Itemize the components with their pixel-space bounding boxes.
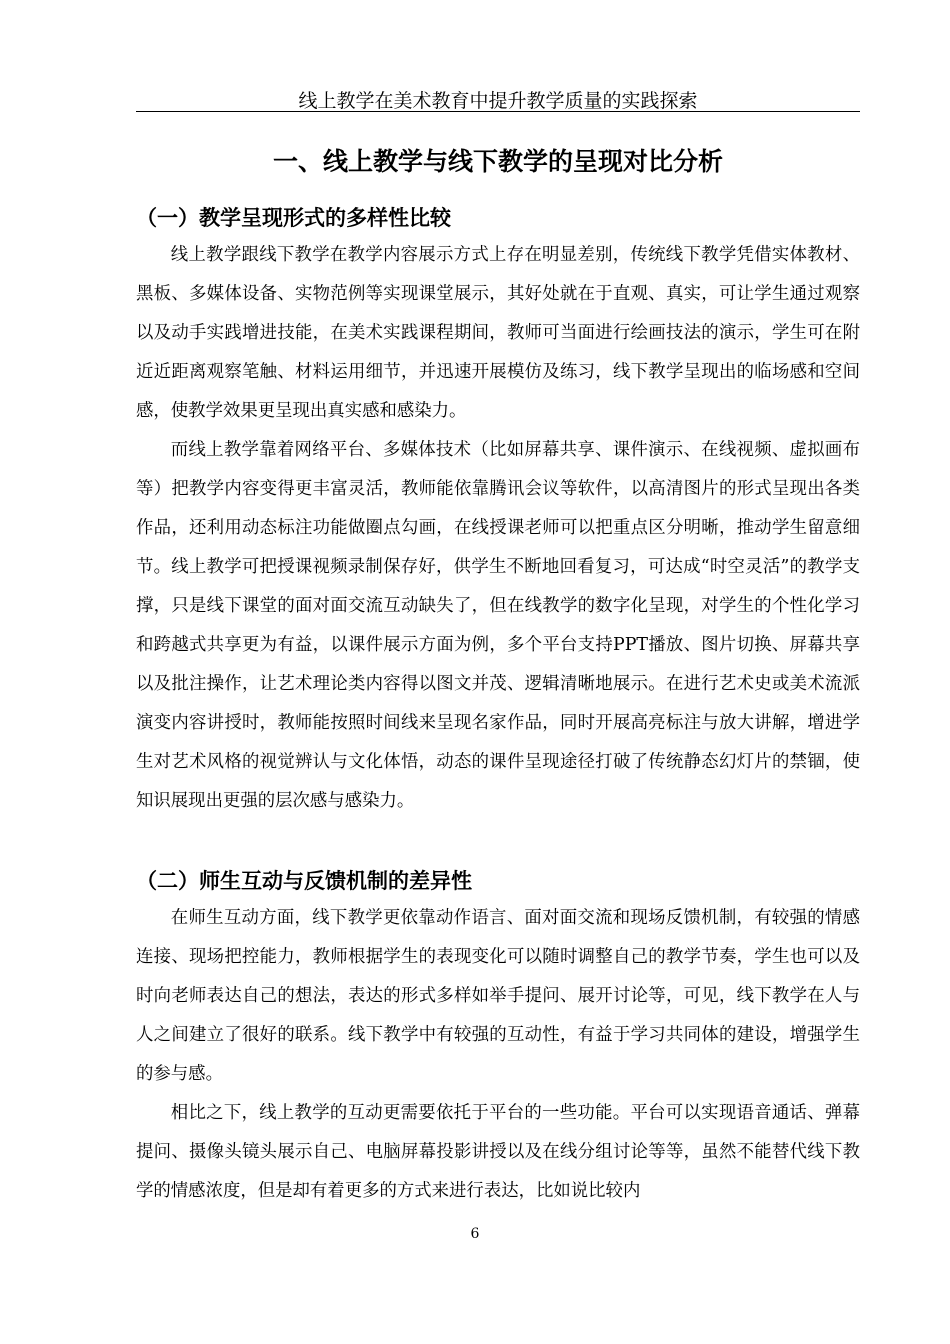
page-number: 6 [470, 1226, 480, 1242]
paragraph-2-1: 在师生互动方面，线下教学更依靠动作语言、面对面交流和现场反馈机制，有较强的情感连接、现场把控能力，教师根据学生的表现变化可以随时调整自己的教学节奏，学生也可以及时向老师表达自己的想法，表达的形式多样如举手提问、展开讨论等，可见，线下教学在人与人之间建立了很好的联系。线下教学中有较强的互动性，有益于学习共同体的建设，增强学生的参与感。 [136, 908, 860, 1084]
chapter-title: 一、线上教学与线下教学的呈现对比分析 [272, 147, 723, 176]
running-header: 线上教学在美术教育中提升教学质量的实践探索 [298, 90, 698, 112]
header-rule [136, 111, 860, 112]
paragraph-2-2: 相比之下，线上教学的互动更需要依托于平台的一些功能。平台可以实现语音通话、弹幕提问、摄像头镜头展示自己、电脑屏幕投影讲授以及在线分组讨论等等，虽然不能替代线下教学的情感浓度，但是却有着更多的方式来进行表达，比如说比较内 [136, 1103, 860, 1201]
section-title-1: （一）教学呈现形式的多样性比较 [136, 206, 451, 230]
paragraph-1-1: 线上教学跟线下教学在教学内容展示方式上存在明显差别，传统线下教学凭借实体教材、黑板、多媒体设备、实物范例等实现课堂展示，其好处就在于直观、真实，可让学生通过观察以及动手实践增进技能，在美术实践课程期间，教师可当面进行绘画技法的演示，学生可在附近近距离观察笔触、材料运用细节，并迅速开展模仿及练习，线下教学呈现出的临场感和空间感，使教学效果更呈现出真实感和感染力。 [136, 245, 860, 421]
section-title-2: （二）师生互动与反馈机制的差异性 [136, 869, 472, 893]
paragraph-1-2: 而线上教学靠着网络平台、多媒体技术（比如屏幕共享、课件演示、在线视频、虚拟画布等）把教学内容变得更丰富灵活，教师能依靠腾讯会议等软件，以高清图片的形式呈现出各类作品，还利用动态标注功能做圈点勾画，在线授课老师可以把重点区分明晰，推动学生留意细节。线上教学可把授课视频录制保存好，供学生不断地回看复习，可达成“时空灵活”的教学支撑，只是线下课堂的面对面交流互动缺失了，但在线教学的数字化呈现，对学生的个性化学习和跨越式共享更为有益，以课件展示方面为例，多个平台支持PPT播放、图片切换、屏幕共享以及批注操作，让艺术理论类内容得以图文并茂、逻辑清晰地展示。在进行艺术史或美术流派演变内容讲授时，教师能按照时间线来呈现名家作品，同时开展高亮标注与放大讲解，增进学生对艺术风格的视觉辨认与文化体悟，动态的课件呈现途径打破了传统静态幻灯片的禁锢，使知识展现出更强的层次感与感染力。 [136, 440, 860, 811]
